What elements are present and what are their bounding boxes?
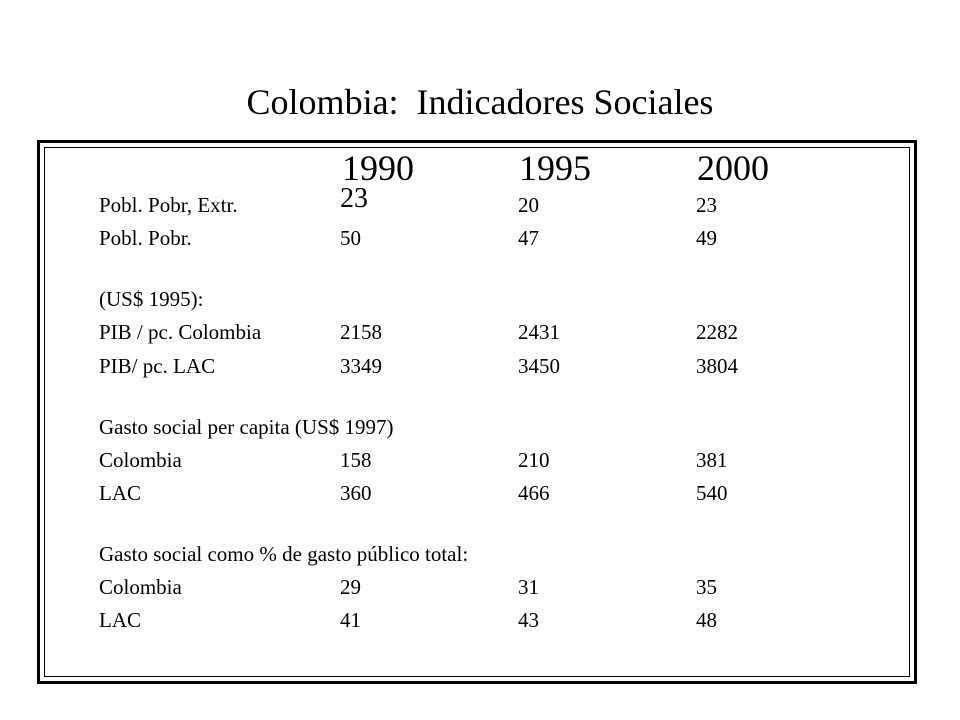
row-value-gasto-colombia-1990: 158 xyxy=(340,448,372,472)
row-value-pobl-pobr-extr-2000: 23 xyxy=(696,193,717,217)
row-value-pib-pc-lac-1995: 3450 xyxy=(518,354,560,378)
row-value-pobl-pobr-1995: 47 xyxy=(518,226,539,250)
row-value-pobl-pobr-2000: 49 xyxy=(696,226,717,250)
row-value-pib-pc-colombia-1995: 2431 xyxy=(518,320,560,344)
year-header-1995: 1995 xyxy=(519,148,591,188)
section-label-gasto-social-pct: Gasto social como % de gasto público total: xyxy=(99,542,469,566)
row-label-pct-lac: LAC xyxy=(99,608,141,632)
row-value-gasto-lac-1990: 360 xyxy=(340,481,372,505)
row-value-pct-colombia-2000: 35 xyxy=(696,575,717,599)
row-label-pib-pc-lac: PIB/ pc. LAC xyxy=(99,354,216,378)
row-value-gasto-lac-1995: 466 xyxy=(518,481,550,505)
row-value-pobl-pobr-extr-1995: 20 xyxy=(518,193,539,217)
row-value-gasto-colombia-2000: 381 xyxy=(696,448,728,472)
row-label-gasto-lac: LAC xyxy=(99,481,141,505)
row-value-pct-lac-1990: 41 xyxy=(340,608,361,632)
page-title: Colombia: Indicadores Sociales xyxy=(246,82,714,122)
row-label-pobl-pobr: Pobl. Pobr. xyxy=(99,226,192,250)
row-value-pib-pc-lac-1990: 3349 xyxy=(340,354,382,378)
row-label-gasto-colombia: Colombia xyxy=(99,448,182,472)
row-label-pct-colombia: Colombia xyxy=(99,575,182,599)
section-label-us-1995: (US$ 1995): xyxy=(99,287,204,311)
row-value-pct-lac-1995: 43 xyxy=(518,608,539,632)
row-label-pib-pc-colombia: PIB / pc. Colombia xyxy=(99,320,262,344)
row-value-pct-colombia-1995: 31 xyxy=(518,575,539,599)
row-value-pobl-pobr-extr-1990: 23 xyxy=(340,183,368,214)
row-value-pib-pc-colombia-1990: 2158 xyxy=(340,320,382,344)
row-value-pct-lac-2000: 48 xyxy=(696,608,717,632)
row-value-gasto-colombia-1995: 210 xyxy=(518,448,550,472)
year-header-2000: 2000 xyxy=(697,148,769,188)
row-value-gasto-lac-2000: 540 xyxy=(696,481,728,505)
row-value-pib-pc-lac-2000: 3804 xyxy=(696,354,738,378)
row-value-pib-pc-colombia-2000: 2282 xyxy=(696,320,738,344)
year-header-1990: 1990 xyxy=(342,148,414,188)
row-value-pobl-pobr-1990: 50 xyxy=(340,226,361,250)
row-label-pobl-pobr-extr: Pobl. Pobr, Extr. xyxy=(99,193,238,217)
row-value-pct-colombia-1990: 29 xyxy=(340,575,361,599)
section-label-gasto-social-per-capita: Gasto social per capita (US$ 1997) xyxy=(99,415,394,439)
